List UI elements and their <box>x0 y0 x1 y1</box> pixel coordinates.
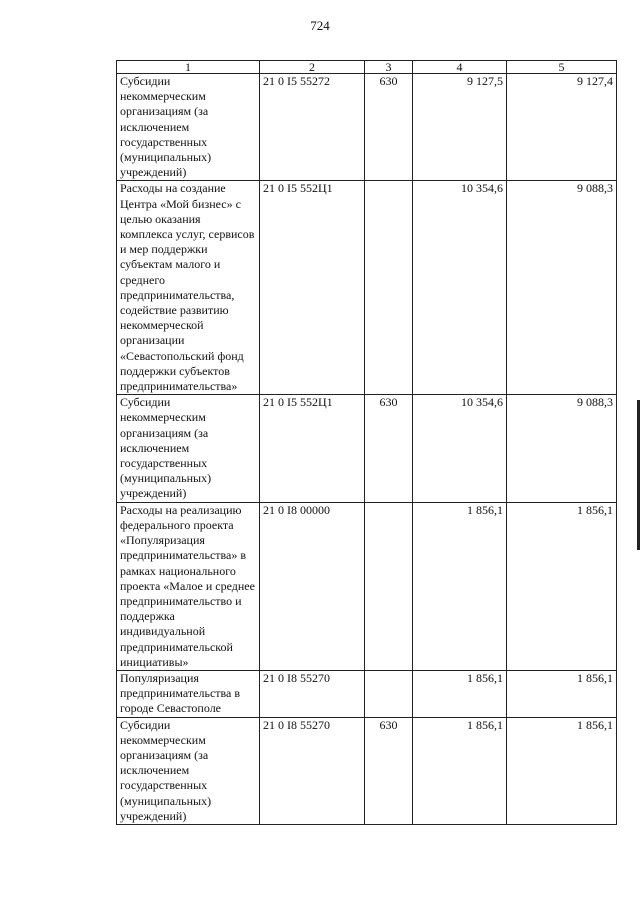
row-expense-type-cell: 630 <box>365 395 413 502</box>
row-name-cell: Расходы на реализацию федерального проекта «Популяризация предпринимательства» в рамках национального проекта «Малое и среднее предпринимательство и поддержка индивидуальной предпринимательской инициативы» <box>117 502 260 670</box>
row-name-cell: Субсидии некоммерческим организациям (за исключением государственных (муниципальных) учреждений) <box>117 717 260 824</box>
table-header-row <box>117 61 617 74</box>
table-row <box>117 74 617 181</box>
row-expense-type-cell <box>365 502 413 670</box>
row-code-cell: 21 0 I5 55272 <box>260 74 365 181</box>
row-expense-type-cell <box>365 670 413 717</box>
row-name-cell: Расходы на создание Центра «Мой бизнес» с целью оказания комплекса услуг, сервисов и мер поддержки субъектам малого и среднего предпринимательства, содействие развитию некоммерческой организации «Севастопольский фонд поддержки субъектов предпринимательства» <box>117 181 260 395</box>
row-amount-planned-cell: 1 856,1 <box>413 502 507 670</box>
page-number: 724 <box>310 18 330 33</box>
table-row <box>117 717 617 824</box>
row-amount-planned-cell: 10 354,6 <box>413 395 507 502</box>
row-name-cell: Субсидии некоммерческим организациям (за исключением государственных (муниципальных) учреждений) <box>117 395 260 502</box>
row-expense-type-cell: 630 <box>365 717 413 824</box>
row-code-cell: 21 0 I8 00000 <box>260 502 365 670</box>
row-amount-actual-cell: 1 856,1 <box>507 670 617 717</box>
row-amount-planned-cell: 1 856,1 <box>413 717 507 824</box>
row-code-cell: 21 0 I5 552Ц1 <box>260 395 365 502</box>
row-amount-actual-cell: 9 127,4 <box>507 74 617 181</box>
row-name-cell: Субсидии некоммерческим организациям (за исключением государственных (муниципальных) учреждений) <box>117 74 260 181</box>
table-row <box>117 181 617 395</box>
row-amount-planned-cell: 1 856,1 <box>413 670 507 717</box>
row-name-cell: Популяризация предпринимательства в городе Севастополе <box>117 670 260 717</box>
row-amount-actual-cell: 1 856,1 <box>507 717 617 824</box>
column-header-5: 5 <box>507 61 617 74</box>
budget-table <box>116 60 617 825</box>
row-amount-actual-cell: 9 088,3 <box>507 395 617 502</box>
column-header-3: 3 <box>365 61 413 74</box>
row-amount-planned-cell: 9 127,5 <box>413 74 507 181</box>
row-amount-actual-cell: 9 088,3 <box>507 181 617 395</box>
table-row <box>117 502 617 670</box>
column-header-1: 1 <box>117 61 260 74</box>
row-code-cell: 21 0 I8 55270 <box>260 670 365 717</box>
row-amount-planned-cell: 10 354,6 <box>413 181 507 395</box>
row-amount-actual-cell: 1 856,1 <box>507 502 617 670</box>
row-expense-type-cell <box>365 181 413 395</box>
column-header-4: 4 <box>413 61 507 74</box>
table-row <box>117 670 617 717</box>
column-header-2: 2 <box>260 61 365 74</box>
row-expense-type-cell: 630 <box>365 74 413 181</box>
row-code-cell: 21 0 I5 552Ц1 <box>260 181 365 395</box>
row-code-cell: 21 0 I8 55270 <box>260 717 365 824</box>
table-row <box>117 395 617 502</box>
